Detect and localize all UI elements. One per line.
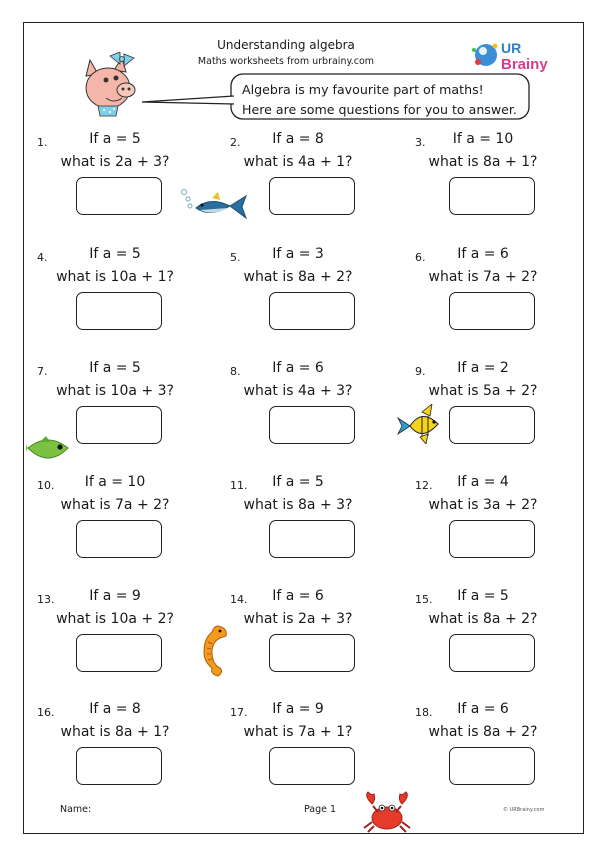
question-given: If a = 9: [89, 588, 141, 604]
question-given: If a = 5: [89, 131, 141, 147]
answer-box[interactable]: [269, 747, 355, 785]
question-prompt: what is 2a + 3?: [60, 154, 170, 170]
question-prompt: what is 10a + 3?: [56, 383, 174, 399]
tuna-fish-icon: [180, 186, 250, 222]
question-prompt: what is 8a + 3?: [243, 497, 353, 513]
answer-box[interactable]: [76, 406, 162, 444]
speech-text: [242, 80, 532, 120]
logo-text-top: UR: [501, 40, 522, 56]
question-given: If a = 9: [272, 701, 324, 717]
question-number: 15.: [415, 593, 433, 606]
answer-box[interactable]: [269, 292, 355, 330]
green-fish-icon: [26, 430, 72, 470]
answer-box[interactable]: [449, 177, 535, 215]
question-number: 4.: [37, 251, 48, 264]
answer-box[interactable]: [269, 177, 355, 215]
question-number: 8.: [230, 365, 241, 378]
question-given: If a = 5: [457, 588, 509, 604]
urbrainy-logo: [468, 36, 568, 76]
question-given: If a = 6: [457, 246, 509, 262]
worksheet-subtitle: Maths worksheets from urbrainy.com: [197, 56, 375, 67]
question-number: 6.: [415, 251, 426, 264]
answer-box[interactable]: [76, 634, 162, 672]
question-prompt: what is 3a + 2?: [428, 497, 538, 513]
question-number: 7.: [37, 365, 48, 378]
question-number: 12.: [415, 479, 433, 492]
answer-box[interactable]: [76, 292, 162, 330]
question-prompt: what is 5a + 2?: [428, 383, 538, 399]
question-number: 2.: [230, 136, 241, 149]
seahorse-icon: [198, 622, 232, 680]
question-given: If a = 10: [84, 474, 146, 490]
question-given: If a = 6: [457, 701, 509, 717]
answer-box[interactable]: [449, 406, 535, 444]
answer-box[interactable]: [76, 747, 162, 785]
footer-page-label: Page 1: [303, 804, 337, 815]
worksheet-title: Understanding algebra: [217, 38, 355, 52]
answer-box[interactable]: [449, 747, 535, 785]
yellow-angelfish-icon: [396, 404, 448, 444]
answer-box[interactable]: [269, 406, 355, 444]
answer-box[interactable]: [76, 177, 162, 215]
question-given: If a = 5: [89, 360, 141, 376]
question-given: If a = 3: [272, 246, 324, 262]
logo-text-bottom: Brainy: [501, 56, 548, 73]
question-prompt: what is 10a + 1?: [56, 269, 174, 285]
question-prompt: what is 2a + 3?: [243, 611, 353, 627]
footer-name-label: Name:: [60, 804, 92, 815]
answer-box[interactable]: [269, 634, 355, 672]
question-number: 3.: [415, 136, 426, 149]
question-given: If a = 8: [272, 131, 324, 147]
question-number: 10.: [37, 479, 55, 492]
answer-box[interactable]: [449, 292, 535, 330]
question-prompt: what is 8a + 2?: [428, 724, 538, 740]
question-prompt: what is 8a + 2?: [243, 269, 353, 285]
question-given: If a = 6: [272, 360, 324, 376]
question-prompt: what is 8a + 1?: [60, 724, 170, 740]
question-number: 18.: [415, 706, 433, 719]
speech-line-1: Algebra is my favourite part of maths!: [242, 82, 484, 97]
footer-copyright: © URBrainy.com: [503, 807, 545, 813]
pig-character-icon: [76, 52, 148, 120]
question-number: 13.: [37, 593, 55, 606]
question-given: If a = 4: [457, 474, 509, 490]
question-prompt: what is 4a + 3?: [243, 383, 353, 399]
question-number: 16.: [37, 706, 55, 719]
question-given: If a = 10: [452, 131, 514, 147]
question-given: If a = 5: [272, 474, 324, 490]
question-number: 11.: [230, 479, 248, 492]
question-given: If a = 2: [457, 360, 509, 376]
question-prompt: what is 8a + 1?: [428, 154, 538, 170]
question-prompt: what is 8a + 2?: [428, 611, 538, 627]
speech-bubble-tail: [140, 94, 234, 108]
question-given: If a = 6: [272, 588, 324, 604]
question-number: 5.: [230, 251, 241, 264]
answer-box[interactable]: [449, 520, 535, 558]
question-number: 1.: [37, 136, 48, 149]
crab-icon: [360, 790, 414, 834]
question-prompt: what is 7a + 2?: [428, 269, 538, 285]
speech-line-2: Here are some questions for you to answer.: [242, 102, 517, 117]
answer-box[interactable]: [76, 520, 162, 558]
question-number: 14.: [230, 593, 248, 606]
question-prompt: what is 7a + 1?: [243, 724, 353, 740]
question-prompt: what is 7a + 2?: [60, 497, 170, 513]
question-prompt: what is 10a + 2?: [56, 611, 174, 627]
question-given: If a = 8: [89, 701, 141, 717]
question-number: 9.: [415, 365, 426, 378]
question-given: If a = 5: [89, 246, 141, 262]
answer-box[interactable]: [449, 634, 535, 672]
answer-box[interactable]: [269, 520, 355, 558]
question-number: 17.: [230, 706, 248, 719]
question-prompt: what is 4a + 1?: [243, 154, 353, 170]
